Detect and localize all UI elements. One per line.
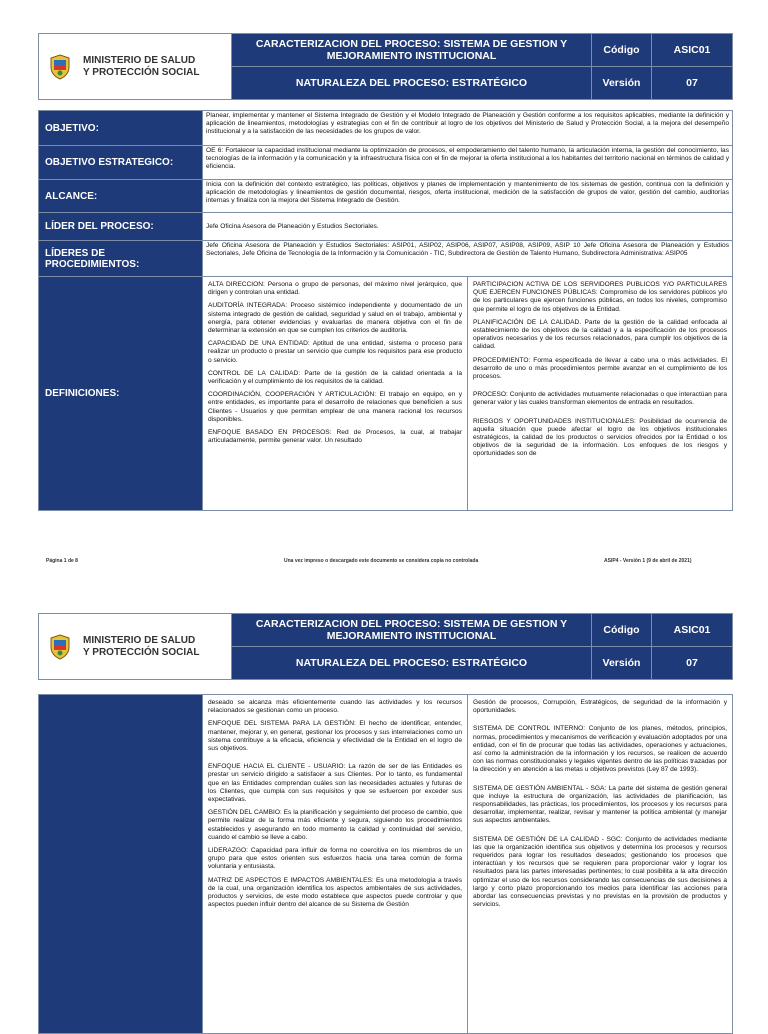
ministry-name: MINISTERIO DE SALUD Y PROTECCIÓN SOCIAL	[83, 54, 200, 78]
objetivo-label: OBJETIVO:	[39, 111, 203, 146]
lideres-text: Jefe Oficina Asesora de Planeación y Estudios Sectoriales: ASIP01, ASIP02, ASIP06, ASIP07, ASIP08, ASIP09, ASIP 10 Jefe Oficina Asesora de Planeación y Estudios Sectoriales, Jefe Oficina de Tecnología de la Información y la Comunicación - TIC, Subdirectora de Gestión de Talento Humano, Subdirectora Administrativa: ASIP05	[203, 241, 733, 277]
definition-item: MATRIZ DE ASPECTOS E IMPACTOS AMBIENTALES: Es una metodología a través de la cual, una organización identifica los aspectos ambientales de sus actividades, productos y servicios, de este modo establece que aspectos puede controlar y que aspectos pueden influir dentro del alcance de su Sistema de Gestión	[208, 876, 462, 909]
document-header	[38, 33, 733, 100]
copy-notice: Una vez impreso o descargado este documento se considera copia no controlada	[284, 558, 479, 564]
alcance-label: ALCANCE:	[39, 180, 203, 213]
process-title: CARACTERIZACION DEL PROCESO: SISTEMA DE GESTION Y MEJORAMIENTO INSTITUCIONAL	[232, 614, 592, 647]
version-label: Versión	[592, 67, 652, 100]
definitions-right-column	[468, 695, 733, 1034]
process-nature: NATURALEZA DEL PROCESO: ESTRATÉGICO	[232, 647, 592, 680]
lider-label: LÍDER DEL PROCESO:	[39, 213, 203, 241]
definition-item: AUDITORÍA INTEGRADA: Proceso sistémico independiente y documentado de un sistema integrado de gestión de calidad, seguridad y salud en el trabajo, ambiental y energía, para obtener evidencias y evaluarlas de manera objetiva con el fin de determinar la extensión en que se cumplen los criterios de auditoría.	[208, 302, 462, 335]
definition-item: deseado se alcanza más eficientemente cuando las actividades y los recursos relacionados se gestionan como un proceso.	[208, 699, 462, 715]
definition-item: ALTA DIRECCIÓN: Persona o grupo de personas, del máximo nivel jerárquico, que dirigen y controlan una entidad.	[208, 281, 462, 297]
definition-item: PROCEDIMIENTO: Forma especificada de llevar a cabo una o más actividades. El desarrollo de uno o más procedimientos permite avanzar en el cumplimiento de los procesos.	[473, 356, 727, 381]
format-version: ASIP4 - Versión 1 (9 de abril de 2021)	[604, 558, 692, 564]
definition-item: LIDERAZGO: Capacidad para influir de forma no coercitiva en los miembros de un grupo para que estos orienten sus esfuerzos hacia una tarea común de forma voluntaria y entusiasta.	[208, 847, 462, 871]
characterization-table	[38, 110, 733, 511]
definition-item: SISTEMA DE GESTIÓN AMBIENTAL - SGA: La parte del sistema de gestión general que incluye la estructura de organización, las actividades de planificación, las responsabilidades, las prácticas, los procedimientos, los procesos y los recursos para desarrollar, implementar, realizar, revisar y mantener la política ambiental (y manejar sus aspectos ambientales.	[473, 784, 727, 825]
definition-item: ENFOQUE BASADO EN PROCESOS: Red de Procesos, la cual, al trabajar articuladamente, permite generar valor. Un resultado	[208, 429, 462, 445]
definition-item: RIESGOS Y OPORTUNIDADES INSTITUCIONALES: Posibilidad de ocurrencia de aquella situación que puede afectar el logro de los objetivos institucionales estratégicos, la calidad de los productos o servicios ofrecidos por la Entidad o los objetivos de la seguridad de la información. Los enfoques de los riesgos y oportunidades son de	[473, 417, 727, 458]
ministry-logo-cell	[39, 614, 232, 680]
version-value: 07	[652, 67, 733, 100]
definitions-continued-table	[38, 694, 733, 1034]
definition-item: ENFOQUE HACIA EL CLIENTE - USUARIO: La razón de ser de las Entidades es prestar un servicio dirigido a satisfacer a sus Clientes. Por lo tanto, es fundamental que en las Entidades comprendan cuáles son las necesidades actuales y futuras de los Clientes, que cumpla con sus requisitos y que se esfuercen por exceder sus expectativas.	[208, 763, 462, 804]
definition-item: SISTEMA DE GESTIÓN DE LA CALIDAD - SGC: Conjunto de actividades mediante las que la organización identifica sus objetivos y determina los procesos y recursos requeridos para lograr los resultados deseados; gestionando los procesos que interactúan y los recursos que se requieren para proporcionar valor y lograr los resultados para las partes interesadas pertinentes; lo cual posibilita a la alta dirección optimizar el uso de los recursos considerando las consecuencias de sus decisiones a largo y corto plazo proporcionando los medios para identificar las acciones para abordar las consecuencias previstas y no previstas en la provisión de productos y servicios.	[473, 835, 727, 909]
lider-text: Jefe Oficina Asesora de Planeación y Estudios Sectoriales.	[203, 213, 733, 241]
objetivo-estrategico-text: OE 6: Fortalecer la capacidad institucional mediante la optimización de procesos, el empoderamiento del talento humano, la articulación interna, la gestión del conocimiento, las tecnologías de la información y la comunicación y la infraestructura física con el fin de mejorar la oferta institucional a los habitantes del territorio nacional en términos de calidad y eficiencia.	[203, 146, 733, 180]
definitions-left-column	[203, 695, 468, 1034]
definiciones-label: DEFINICIONES:	[39, 277, 203, 511]
coat-of-arms-icon	[49, 54, 71, 80]
page-number: Página 1 de 8	[46, 558, 78, 564]
definitions-left-column	[203, 277, 468, 511]
definition-item: Gestión de procesos, Corrupción, Estratégicos, de seguridad de la información y oportunidades.	[473, 699, 727, 715]
version-label: Versión	[592, 647, 652, 680]
code-label: Código	[592, 614, 652, 647]
ministry-name: MINISTERIO DE SALUD Y PROTECCIÓN SOCIAL	[83, 634, 200, 658]
definition-item: PARTICIPACIÓN ACTIVA DE LOS SERVIDORES PÚBLICOS Y/O PARTICULARES QUE EJERCEN FUNCIONES PÚBLICAS: Compromiso de los servidores públicos y/o de los particulares que ejercen funciones públicas, en todos los niveles, compromiso que permite el logro de los objetivos de la Entidad.	[473, 281, 727, 313]
definition-item: COORDINACIÓN, COOPERACIÓN Y ARTICULACIÓN: El trabajo en equipo, en y entre entidades, es importante para el desarrollo de relaciones que beneficien a sus Clientes - Usuarios y que permitan emplear de una manera racional los recursos disponibles.	[208, 391, 462, 423]
version-value: 07	[652, 647, 733, 680]
definition-item: GESTIÓN DEL CAMBIO: Es la planificación y seguimiento del proceso de cambio, que permite realizar de la forma más eficiente y segura, siguiendo los procedimientos establecidos y asegurando en todo momento la calidad y continuidad del servicio, cuando el cambio se lleve a cabo.	[208, 809, 462, 841]
objetivo-text: Planear, implementar y mantener el Sistema Integrado de Gestión y el Modelo Integrado de Planeación y Gestión conforme a los requisitos aplicables, mediante la definición y aplicación de lineamientos, metodologías y estrategias con el fin de contribuir al logro de los objetivos del Ministerio de Salud y Protección Social, a la mejora del desempeño institucional y a la satisfacción de las necesidades de los grupos de valor.	[203, 111, 733, 146]
objetivo-estrategico-label: OBJETIVO ESTRATEGICO:	[39, 146, 203, 180]
definition-item: PLANIFICACIÓN DE LA CALIDAD. Parte de la gestión de la calidad enfocada al establecimiento de los objetivos de la calidad y a la especificación de los procesos operativos necesarios y de los recursos relacionados, para cumplir los objetivos de la calidad.	[473, 318, 727, 351]
definition-item: ENFOQUE DEL SISTEMA PARA LA GESTIÓN: El hecho de identificar, entender, mantener, mejorar y, en general, gestionar los procesos y sus interrelaciones como un sistema contribuye a la eficacia, eficiencia y efectividad de la Entidad en el logro de sus objetivos.	[208, 720, 462, 753]
coat-of-arms-icon	[49, 634, 71, 660]
definition-item: CAPACIDAD DE UNA ENTIDAD: Aptitud de una entidad, sistema o proceso para realizar un producto o prestar un servicio que cumple los requisitos para ese producto o servicio.	[208, 340, 462, 364]
definition-item: SISTEMA DE CONTROL INTERNO: Conjunto de los planes, métodos, principios, normas, procedimientos y mecanismos de verificación y evaluación adoptados por una entidad, con el fin de procurar que todas las actividades, operaciones y actuaciones, así como la administración de la información y los recursos, se realicen de acuerdo con las normas constitucionales y legales vigentes dentro de las políticas trazadas por la dirección y en atención a las metas u objetivos previstos (Ley 87 de 1993).	[473, 725, 727, 774]
code-label: Código	[592, 34, 652, 67]
code-value: ASIC01	[652, 34, 733, 67]
alcance-text: Inicia con la definición del contexto estratégico, las políticas, objetivos y planes de implementación y mantenimiento de los sistemas de gestión, continua con la definición y aplicación de metodologías y lineamientos de gestión documental, riesgos, oferta institucional, medición de la satisfacción de grupos de valor, gestión del cambio, auditorías internas y finaliza con la mejora del Sistema Integrado de Gestión.	[203, 180, 733, 213]
lideres-label: LÍDERES DE PROCEDIMIENTOS:	[39, 241, 203, 277]
code-value: ASIC01	[652, 614, 733, 647]
document-page-2	[0, 580, 768, 1024]
definition-item: PROCESO: Conjunto de actividades mutuamente relacionadas o que interactúan para generar valor y las cuales transforman elementos de entrada en resultados.	[473, 391, 727, 407]
process-title: CARACTERIZACION DEL PROCESO: SISTEMA DE GESTION Y MEJORAMIENTO INSTITUCIONAL	[232, 34, 592, 67]
process-nature: NATURALEZA DEL PROCESO: ESTRATÉGICO	[232, 67, 592, 100]
definition-item: CONTROL DE LA CALIDAD: Parte de la gestión de la calidad orientada a la verificación y el cumplimiento de los requisitos de la calidad.	[208, 369, 462, 386]
label-column-blank	[39, 695, 203, 1034]
ministry-logo-cell	[39, 34, 232, 100]
definitions-right-column	[468, 277, 733, 511]
document-header	[38, 613, 733, 680]
